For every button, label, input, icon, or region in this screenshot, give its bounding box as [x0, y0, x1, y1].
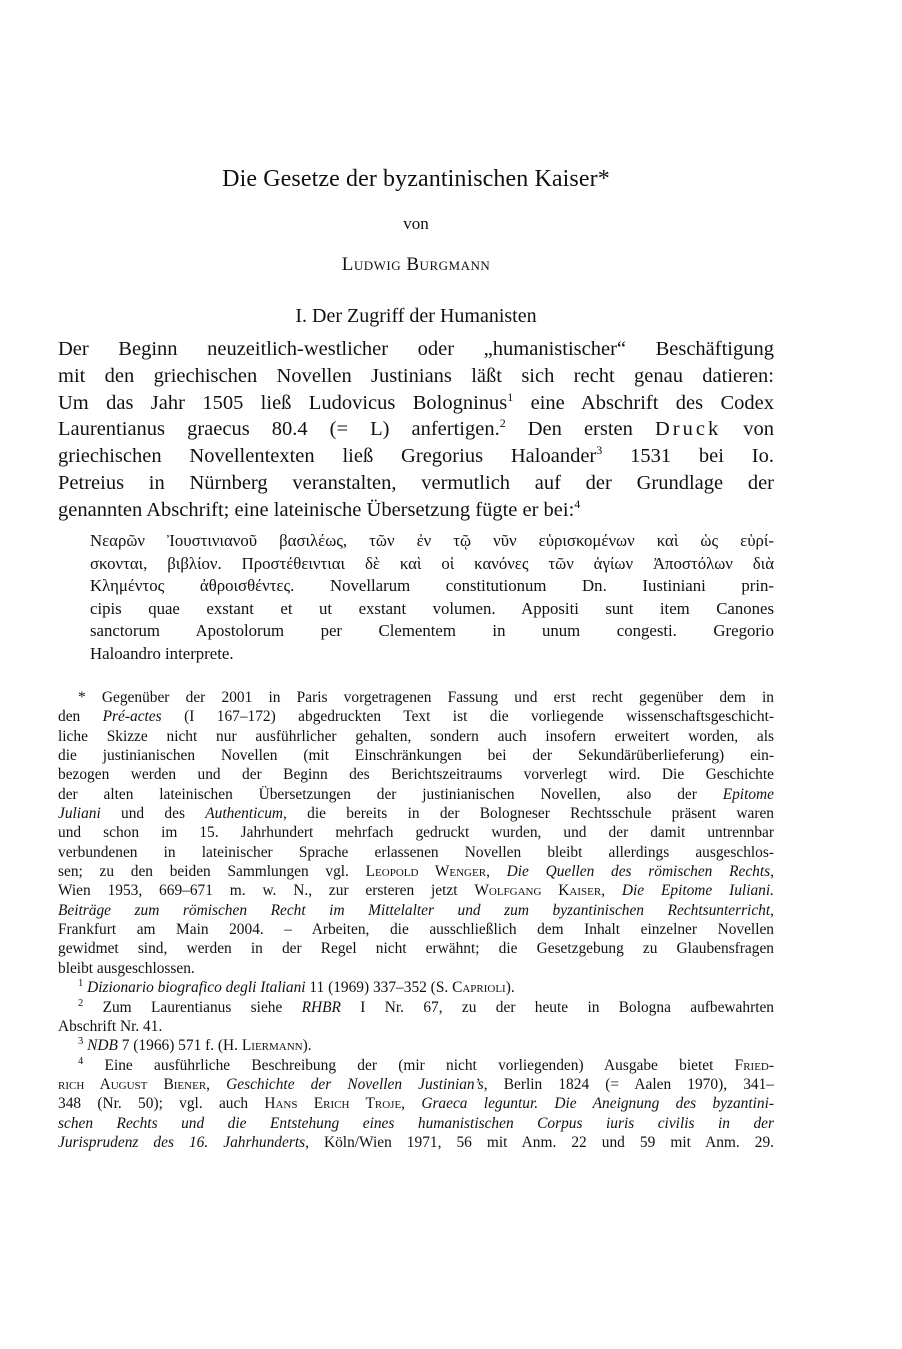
note-author: Hans Erich Troje: [264, 1095, 402, 1113]
author-name: Ludwig Burgmann: [341, 254, 491, 275]
footnote-1: [58, 978, 774, 997]
note-text: 348 (Nr. 50); vgl. auch: [58, 1095, 265, 1113]
note-italic: Die Epitome Iuliani.: [621, 882, 774, 900]
note-author: Fried-: [734, 1056, 774, 1074]
footnote-line: [58, 804, 774, 823]
note-text: Wien 1953, 669–671 m. w. N., zur ersteren jetzt: [58, 882, 475, 900]
note-author: S. Caprioli: [435, 979, 506, 997]
footnote-line: [58, 1114, 774, 1133]
footnote-line: * Gegenüber der 2001 in Paris vorgetragenen Fassung und erst recht gegenüber dem in: [78, 689, 774, 706]
note-italic: Graeca leguntur. Die Aneignung des byzantini-: [421, 1095, 775, 1113]
footnote-line: [58, 881, 774, 900]
spaced-word: Druck: [654, 418, 722, 441]
body-line: mit den griechischen Novellen Justinians läßt sich recht genau datieren:: [58, 364, 774, 387]
body-text: 1531 bei Io.: [602, 445, 774, 468]
note-italic: Dizionario biografico degli Italiani: [87, 979, 306, 997]
note-italic: NDB: [87, 1037, 118, 1055]
footnote-ref: 1: [507, 389, 514, 404]
note-text: , die bereits in der Bologneser Rechtsschule präsent waren: [283, 805, 774, 823]
note-italic: Authenticum: [205, 805, 284, 823]
footnote-line: Frankfurt am Main 2004. – Arbeiten, die ausschließlich dem Inhalt einzelner Novellen: [58, 921, 774, 939]
note-italic: Epitome: [722, 785, 774, 803]
note-text: (I 167–172) abgedruckten Text ist die vorliegende wissenschaftsgeschicht-: [161, 708, 774, 726]
body-text: griechischen Novellentexten ließ Gregorius Haloander: [58, 445, 597, 468]
footnote-line: [58, 1075, 774, 1094]
footnote-2: [58, 998, 774, 1017]
note-italic: RHBR: [301, 998, 341, 1016]
body-line: [58, 416, 774, 443]
note-text: , Berlin 1824 (= Aalen 1970), 341–: [483, 1075, 774, 1093]
note-text: ,: [486, 863, 507, 881]
byline-von: von: [403, 214, 429, 233]
footnote-line: Abschrift Nr. 41.: [58, 1017, 163, 1035]
note-italic: Die Quellen des römischen Rechts: [506, 863, 771, 881]
body-text: Den ersten: [505, 418, 655, 441]
footnote-line: die justinianischen Novellen (mit Einschränkungen bei der Sekundärüberlieferung) ein-: [58, 747, 774, 765]
footnote-line: [58, 707, 774, 726]
note-author: Leopold Wenger: [365, 863, 487, 881]
note-text: 11 (1969) 337–352 (: [305, 979, 436, 997]
note-text: ,: [601, 882, 622, 900]
body-text: eine Abschrift des Codex: [513, 391, 774, 414]
note-author: rich August Biener: [58, 1075, 207, 1093]
footnote-ref: 3: [596, 443, 603, 458]
footnote-4: [58, 1056, 774, 1075]
quote-line: Κλημέντος ἀθροισθέντες. Novellarum constitutionum Dn. Iustiniani prin-: [90, 576, 774, 596]
body-line: Der Beginn neuzeitlich-westlicher oder „humanistischer“ Beschäftigung: [58, 338, 774, 360]
note-text: Eine ausführliche Beschreibung der (mir nicht vorliegenden) Ausgabe bietet: [83, 1056, 735, 1074]
note-text: Zum Laurentianus siehe: [83, 998, 302, 1016]
note-text: und des: [100, 805, 206, 823]
note-italic: Jurisprudenz des 16. Jahrhunderts: [58, 1133, 306, 1151]
note-text: den: [58, 708, 103, 726]
note-italic: Pré-actes: [102, 708, 162, 726]
footnote-number: 4: [78, 1055, 84, 1067]
footnote-number: 1: [78, 978, 84, 990]
footnote-line: [58, 1094, 774, 1113]
note-text: der alten lateinischen Übersetzungen der justinianischen Novellen, also der: [58, 785, 723, 803]
body-text: Um das Jahr 1505 ließ Ludovicus Bologninus: [58, 391, 508, 414]
footnote-number: 2: [78, 997, 84, 1009]
footnote-line: bleibt ausgeschlossen.: [58, 959, 195, 977]
body-line: [58, 390, 774, 417]
note-author: Liermann: [241, 1037, 303, 1055]
quote-line: Νεαρῶν Ἰουστινιανοῦ βασιλέως, τῶν ἐν τῷ νῦν εὑρισκομένων καὶ ὡς εὑρί-: [90, 531, 774, 550]
note-text: 7 (1966) 571 f. (H.: [117, 1037, 242, 1055]
note-text: I Nr. 67, zu der heute in Bologna aufbewahrten: [340, 998, 774, 1016]
note-italic: schen Rechts und die Entstehung eines humanistischen Corpus iuris civilis in der: [58, 1114, 774, 1132]
footnote-line: und schon im 15. Jahrhundert mehrfach gedruckt wurden, und der damit untrennbar: [58, 824, 774, 842]
footnote-number: 3: [78, 1036, 84, 1048]
note-italic: Beiträge zum römischen Recht im Mittelalter und zum byzantinischen Rechtsunterricht: [58, 901, 771, 919]
footnote-line: [58, 1133, 774, 1152]
footnote-ref: 2: [499, 416, 506, 431]
footnote-ref: 4: [574, 496, 581, 511]
quote-line: Haloandro interprete.: [90, 643, 234, 663]
article-title: Die Gesetze der byzantinischen Kaiser*: [222, 166, 610, 192]
note-italic: Geschichte der Novellen Justinian’s: [226, 1075, 484, 1093]
note-text: , Köln/Wien 1971, 56 mit Anm. 22 und 59 mit Anm. 29.: [305, 1133, 774, 1151]
footnote-line: [58, 901, 774, 920]
footnote-line: [58, 785, 774, 804]
note-italic: Juliani: [58, 805, 101, 823]
body-text: von: [721, 418, 775, 441]
quote-line: cipis quae exstant et ut exstant volumen. Appositi sunt item Canones: [90, 598, 774, 618]
footnotes: [58, 688, 774, 1152]
body-line: [58, 497, 774, 524]
note-text: ).: [505, 979, 515, 997]
note-text: sen; zu den beiden Sammlungen vgl.: [58, 863, 366, 881]
note-text: ,: [770, 863, 774, 881]
block-quote: [90, 530, 774, 666]
body-text: Laurentianus graecus 80.4 (= L) anfertigen.: [58, 418, 500, 441]
note-text: ,: [770, 901, 774, 919]
body-text: genannten Abschrift; eine lateinische Übersetzung fügte er bei:: [58, 498, 575, 521]
footnote-line: verbundenen in lateinischer Sprache erlassenen Novellen bleibt allerdings ausgeschlos-: [58, 843, 774, 861]
body-line: Petreius in Nürnberg veranstalten, vermutlich auf der Grundlage der: [58, 471, 774, 494]
note-text: ,: [401, 1095, 422, 1113]
section-heading: I. Der Zugriff der Humanisten: [295, 305, 537, 327]
footnote-line: gewidmet sind, werden in der Regel nicht erwähnt; die Gesetzgebung zu Glaubensfragen: [58, 940, 774, 958]
body-paragraph: [58, 336, 774, 524]
note-text: ).: [302, 1037, 312, 1055]
body-line: [58, 443, 774, 470]
footnote-line: [58, 862, 774, 881]
footnote-3: [58, 1036, 774, 1055]
footnote-line: liche Skizze nicht nur ausführlicher gehalten, sondern auch insofern erweitert worden, als: [58, 727, 774, 745]
quote-line: sanctorum Apostolorum per Clementem in unum congesti. Gregorio: [90, 621, 774, 641]
quote-line: σκονται, βιβλίον. Προστέθειντιαι δὲ καὶ οἱ κανόνες τῶν ἁγίων Ἀποστόλων διὰ: [90, 553, 774, 573]
footnote-line: bezogen werden und der Beginn des Berichtszeitraums vorverlegt wird. Die Geschichte: [58, 766, 774, 784]
note-text: ,: [206, 1075, 227, 1093]
note-author: Wolfgang Kaiser: [474, 882, 602, 900]
